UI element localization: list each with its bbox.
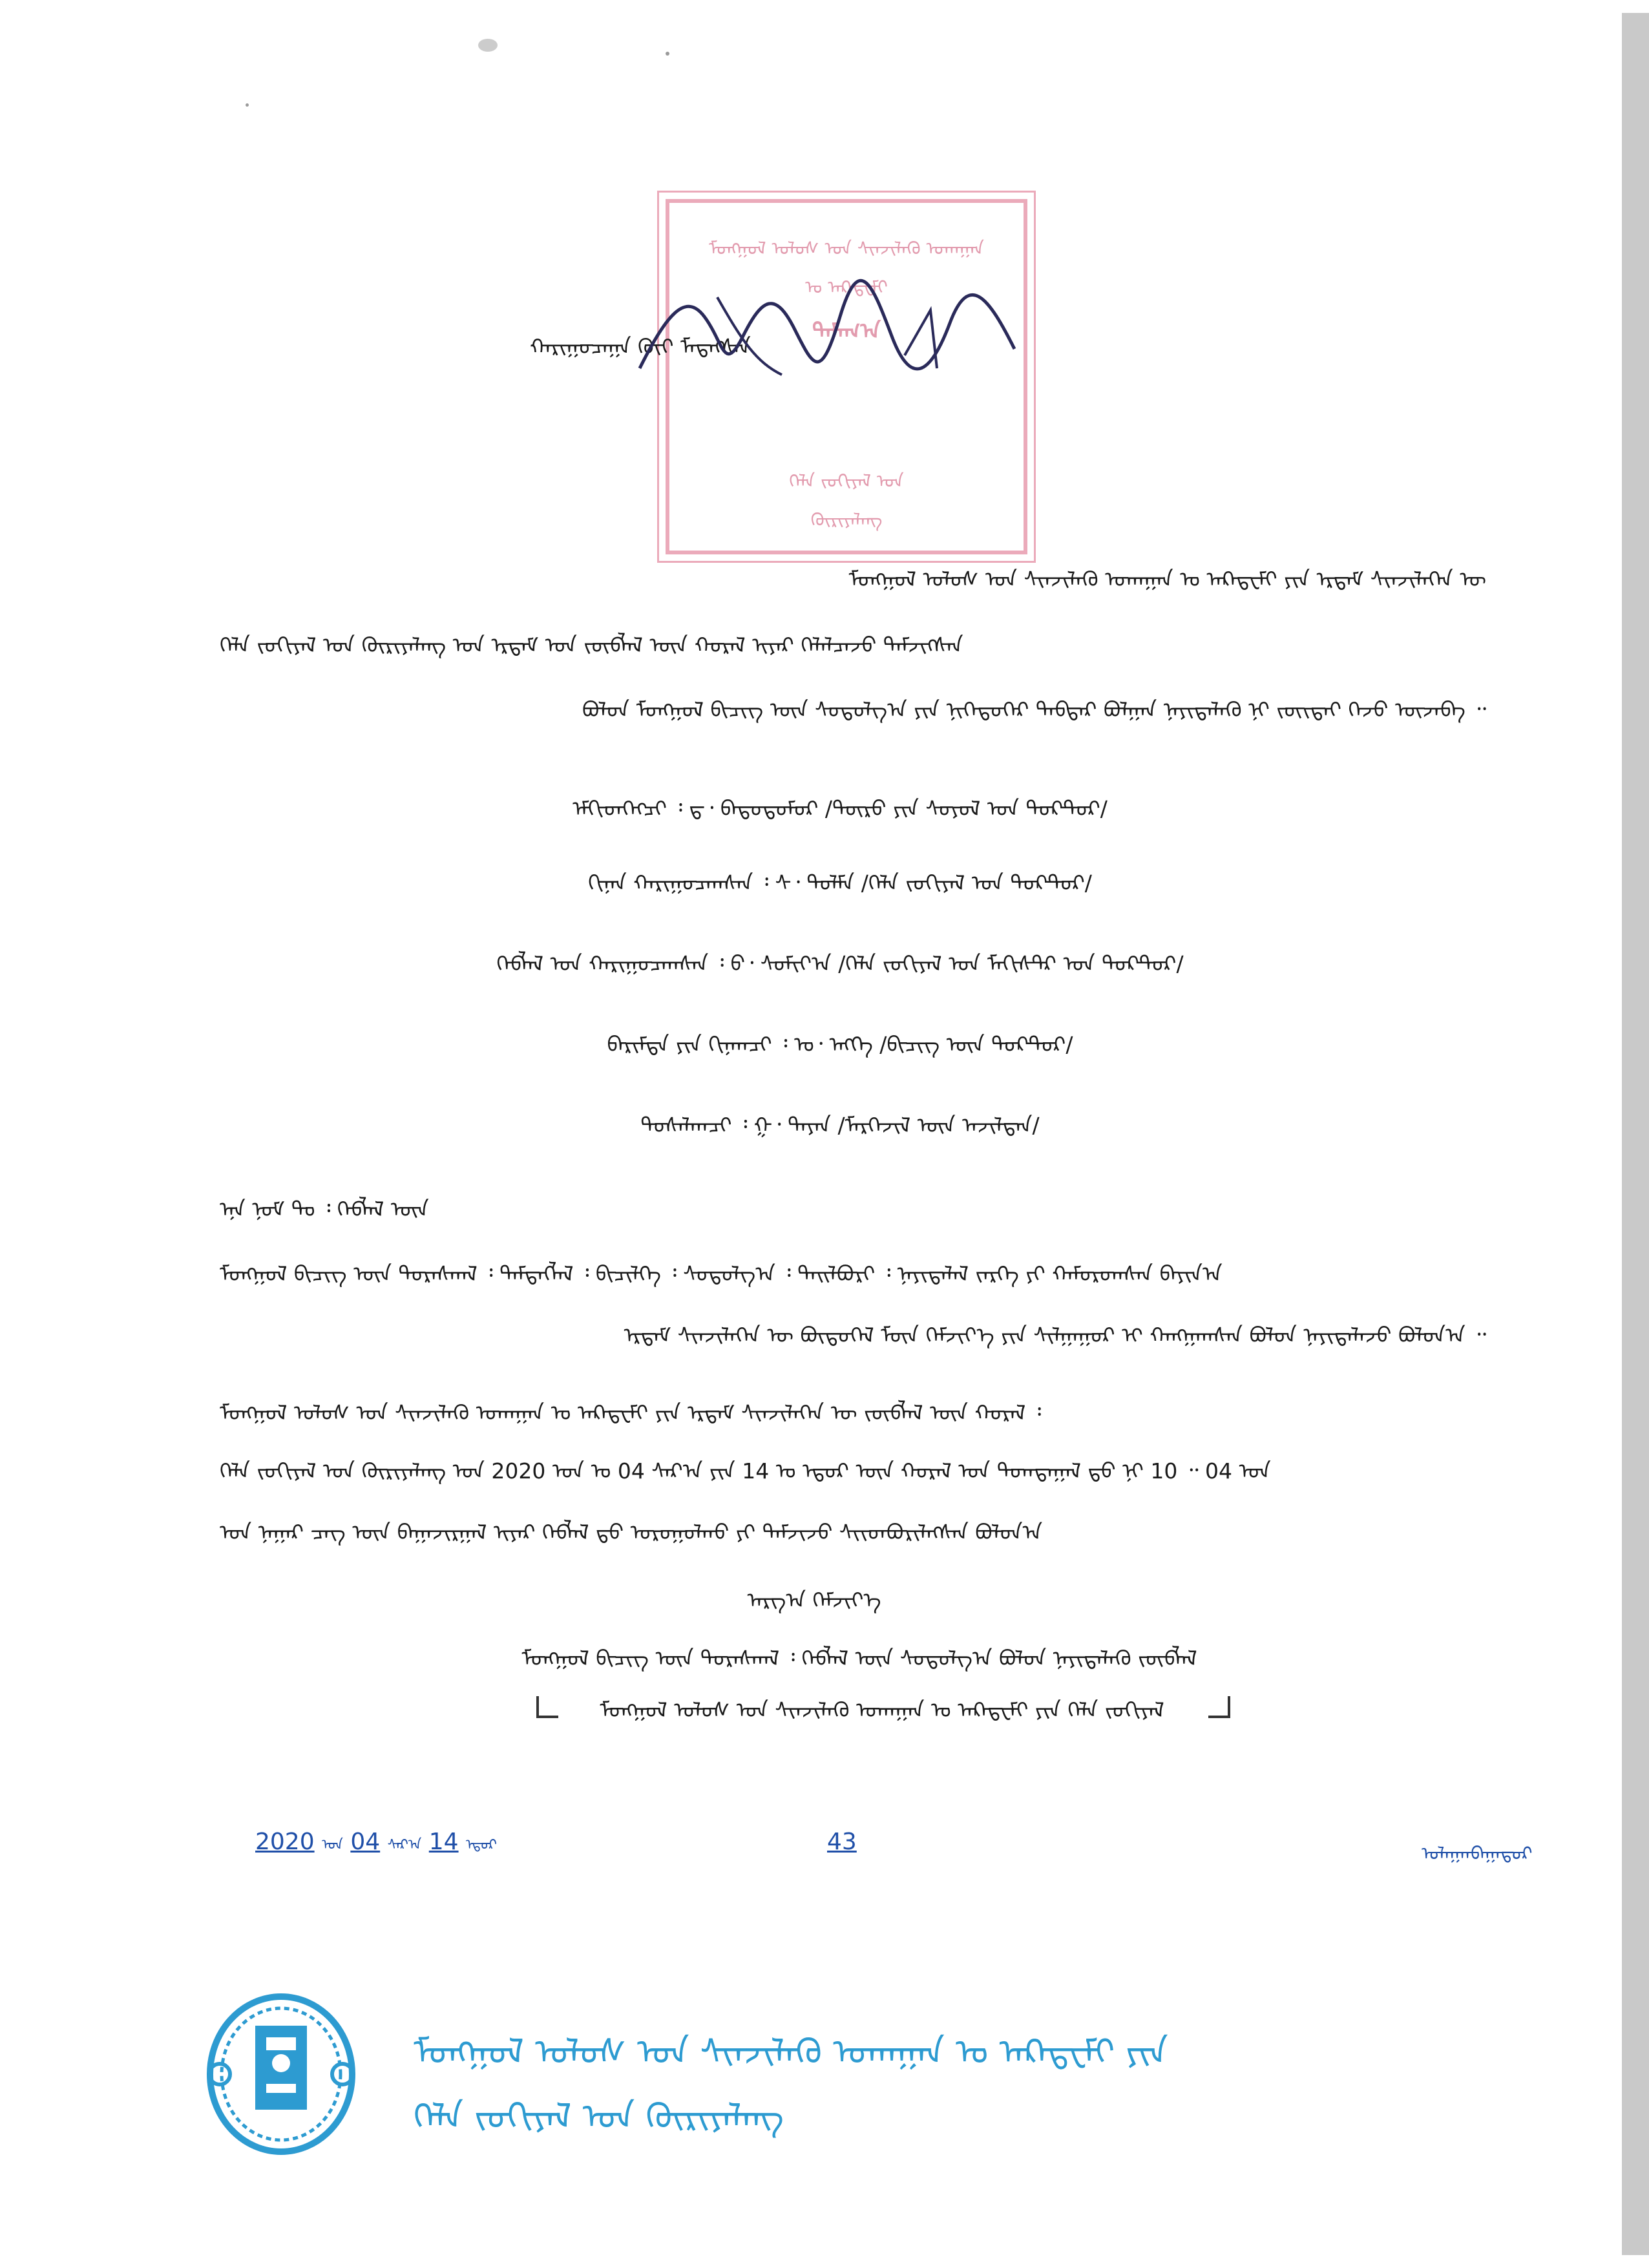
scan-speck: [478, 39, 498, 52]
header-line: ᠬᠠᠷᠢᠭᠤᠴᠠᠭᠠ ᠬᠦᠢ ᠮᠡᠳᠡᠭᠰᠡᠨ: [530, 334, 751, 359]
scan-edge: [1622, 13, 1649, 2255]
stamp-line: ᠮᠣᠩᠭᠣᠯ ᠤᠯᠤᠰ ᠤᠨ ᠰᠢᠨᠵᠢᠯᠡᠬᠦ ᠤᠬᠠᠭᠠᠨ: [708, 238, 985, 259]
letterhead-line: ᠬᠡᠯᠡ ᠵᠣᠬᠢᠶᠠᠯ ᠤᠨ ᠬᠦᠷᠢᠶᠡᠯᠡᠩ: [414, 2096, 784, 2137]
date-year: 2020: [255, 1829, 315, 1855]
paragraph-line: ᠤᠨ ᠨᠠᠭᠠᠷ ᠴᠡᠭ ᠦᠨ ᠪᠠᠭᠠᠵᠢᠷᠭᠠᠯ ᠢᠶᠠᠷ ᠬᠡᠪᠯᠡᠯ ᠳ᠋ᠦ ᠣᠷᠣᠭᠤᠯᠬᠤ ᠶᠢ ᠳᠡᠮᠵᠢᠵᠦ ᠰᠢᠢᠳᠪᠦᠷᠢᠯᠡᠭᠰᠡᠨ ᠪᠣᠯᠤᠨ᠎ᠠ: [220, 1520, 1043, 1545]
stamp-line: ᠬᠦᠷᠢᠶᠡᠯᠡᠩ: [810, 509, 883, 530]
reference-number: 43: [827, 1829, 857, 1855]
paragraph-line: ᠡᠨᠡ ᠨᠣᠮ ᠲᠤ ᠄ ᠬᠡᠪᠯᠡᠯ ᠦᠨ: [220, 1197, 429, 1222]
paragraph-line: ᠬᠡᠯᠡ ᠵᠣᠬᠢᠶᠠᠯ ᠤᠨ ᠬᠦᠷᠢᠶᠡᠯᠡᠩ ᠤᠨ ᠡᠷᠳᠡᠮ ᠤᠨ ᠵᠥᠪᠯᠡᠯ ᠦᠨ ᠬᠤᠷᠠᠯ ᠢᠶᠠᠷ ᠬᠡᠯᠡᠯᠴᠡᠵᠦ ᠳᠡᠮᠵᠢᠭᠰᠡᠨ: [220, 633, 963, 658]
signature: [627, 278, 1040, 394]
contributor-line: ᠡᠮᠬᠢᠳᠬᠡᠭᠴᠢ ᠄ ᠳ᠂ ᠪᠠᠲᠤᠲᠥᠮᠦᠷ /ᠲᠥᠷᠦ ᠶᠢᠨ ᠰᠣᠶᠣᠯ ᠤᠨ ᠳᠣᠺᠲ᠋ᠣᠷ/: [572, 796, 1108, 821]
scan-speck: [246, 103, 249, 107]
reference-number-field: [827, 1829, 857, 1855]
contributor-line: ᠬᠢᠨᠠᠨ ᠬᠠᠷᠢᠭᠤᠴᠠᠭᠰᠠᠨ ᠄ ᠰ᠂ ᠳᠤᠯᠮᠠ /ᠬᠡᠯᠡ ᠵᠣᠬᠢᠶᠠᠯ ᠤᠨ ᠳᠣᠺᠲ᠋ᠣᠷ/: [588, 870, 1092, 896]
stamp-line: ᠬᠡᠯᠡ ᠵᠣᠬᠢᠶᠠᠯ ᠤᠨ: [789, 470, 904, 492]
date-month: 04: [350, 1829, 381, 1855]
closing-line: ᠮᠣᠩᠭᠣᠯ ᠪᠢᠴᠢᠭ ᠦᠨ ᠳᠤᠷᠠᠰᠬᠠᠯ ᠄ ᠬᠡᠪᠯᠡᠯ ᠦᠨ ᠰᠤᠳᠤᠯᠭ᠎ᠠ ᠪᠣᠯᠤᠨ ᠨᠡᠶᠢᠲᠡᠯᠡᠬᠦ ᠵᠥᠪᠯᠡᠯ: [521, 1646, 1197, 1671]
paragraph-line: ᠪᠣᠯᠤᠨ ᠮᠣᠩᠭᠣᠯ ᠪᠢᠴᠢᠭ ᠦᠨ ᠰᠤᠳᠤᠯᠭ᠎ᠠ ᠶᠢᠨ ᠨᠢᠭᠡᠳᠦᠭᠡᠷ ᠳᠡᠪᠲᠡᠷ ᠪᠣᠯᠭᠠᠨ ᠨᠡᠶᠢᠲᠡᠯᠡᠬᠦ ᠨᠢ ᠵᠦᠢᠲᠡᠢ ᠭᠡᠵᠦ ᠦᠵᠡᠪᠡ ᠃: [582, 697, 1486, 722]
closing-line: ᠮᠣᠩᠭᠣᠯ ᠤᠯᠤᠰ ᠤᠨ ᠰᠢᠨᠵᠢᠯᠡᠬᠦ ᠤᠬᠠᠭᠠᠨ ᠤ ᠠᠺᠠᠳ᠋ᠧᠮᠢ ᠶᠢᠨ ᠬᠡᠯᠡ ᠵᠣᠬᠢᠶᠠᠯ: [600, 1697, 1164, 1723]
date-day: 14: [428, 1829, 459, 1855]
paragraph-line: ᠮᠣᠩᠭᠣᠯ ᠪᠢᠴᠢᠭ ᠦᠨ ᠳᠤᠷᠠᠰᠬᠠᠯ ᠄ ᠲᠡᠮᠳᠡᠭᠯᠡᠯ ᠄ ᠪᠢᠴᠢᠯᠭᠡ ᠄ ᠰᠤᠳᠤᠯᠭ᠎ᠠ ᠄ ᠲᠠᠢᠯᠪᠤᠷᠢ ᠄ ᠨᠡᠶᠢᠲᠡᠯᠡᠯ ᠵᠡᠷᠭᠡ ᠶᠢ ᠬᠠᠮᠤᠷᠤᠭᠰᠠᠨ ᠪᠠᠶᠢᠨ᠎ᠠ: [220, 1261, 1223, 1286]
contributor-line: ᠬᠡᠪᠯᠡᠯ ᠤᠨ ᠬᠠᠷᠢᠭᠤᠴᠠᠭᠰᠠᠨ ᠄ ᠪ᠂ ᠰᠤᠮᠢᠶ᠎ᠠ /ᠬᠡᠯᠡ ᠵᠣᠬᠢᠶᠠᠯ ᠤᠨ ᠮᠠᠭᠢᠰᠲ᠋ᠷ ᠤᠨ ᠳᠣᠺᠲ᠋ᠣᠷ/: [496, 951, 1184, 976]
paragraph-line: ᠮᠣᠩᠭᠣᠯ ᠤᠯᠤᠰ ᠤᠨ ᠰᠢᠨᠵᠢᠯᠡᠬᠦ ᠤᠬᠠᠭᠠᠨ ᠤ ᠠᠺᠠᠳ᠋ᠧᠮᠢ ᠶᠢᠨ ᠡᠷᠳᠡᠮ ᠰᠢᠨᠵᠢᠯᠡᠭᠡᠨ ᠦ ᠵᠥᠪᠯᠡᠯ ᠦᠨ ᠬᠤᠷᠠᠯ ᠄: [220, 1400, 1042, 1425]
date-prefix: ᠣᠨ: [322, 1837, 343, 1853]
letterhead-line: ᠮᠣᠩᠭᠣᠯ ᠤᠯᠤᠰ ᠤᠨ ᠰᠢᠨᠵᠢᠯᠡᠬᠦ ᠤᠬᠠᠭᠠᠨ ᠤ ᠠᠺᠠᠳ᠋ᠧᠮᠢ ᠶᠢᠨ: [414, 2032, 1168, 2072]
paragraph-line: ᠬᠡᠯᠡ ᠵᠣᠬᠢᠶᠠᠯ ᠤᠨ ᠬᠦᠷᠢᠶᠡᠯᠡᠩ ᠤᠨ 2020 ᠣᠨ ᠤ 04 ᠰᠠᠷ᠎ᠠ ᠶᠢᠨ 14 ᠤ ᠡᠳᠦᠷ ᠦᠨ ᠬᠤᠷᠠᠯ ᠤᠨ ᠲᠣᠭᠲᠠᠭᠠᠯ ᠳ᠋ᠤ ᠨᠢ 10 ᠃ 04 ᠣᠨ: [220, 1458, 1271, 1484]
contributor-line: ᠲᠤᠰᠠᠯᠠᠭᠴᠢ ᠄ ᠭ᠂ ᠲᠠᠶᠠᠨ /ᠮᠡᠷᠭᠡᠵᠢᠯ ᠦᠨ ᠠᠵᠢᠯᠲᠠᠨ/: [640, 1113, 1040, 1138]
academy-emblem-icon: [194, 1987, 368, 2161]
date-mid-label: ᠰᠠᠷ᠎ᠠ: [387, 1837, 422, 1853]
date-field: [255, 1829, 497, 1855]
scan-speck: [666, 52, 669, 56]
bracket-left: [536, 1696, 558, 1718]
stamp-line: ᠲᠠᠮᠠᠭ᠎ᠠ: [812, 319, 881, 344]
bracket-right: [1208, 1696, 1230, 1718]
date-suffix: ᠡᠳᠦᠷ: [466, 1837, 497, 1853]
place-name: ᠤᠯᠠᠭᠠᠨᠪᠠᠭᠠᠲᠤᠷ: [1422, 1843, 1533, 1864]
paragraph-line: ᠮᠣᠩᠭᠣᠯ ᠤᠯᠤᠰ ᠤᠨ ᠰᠢᠨᠵᠢᠯᠡᠬᠦ ᠤᠬᠠᠭᠠᠨ ᠤ ᠠᠺᠠᠳ᠋ᠧᠮᠢ ᠶᠢᠨ ᠡᠷᠳᠡᠮ ᠰᠢᠨᠵᠢᠯᠡᠭᠡᠨ ᠦ: [848, 567, 1486, 592]
contributor-line: ᠪᠠᠷᠢᠮᠲᠠ ᠶᠢᠨ ᠬᠢᠨᠠᠭᠴᠢ ᠄ ᠣ᠂ ᠡᠩᠬᠡ /ᠪᠢᠴᠢᠭ ᠦᠨ ᠳᠣᠺᠲ᠋ᠣᠷ/: [607, 1032, 1073, 1057]
closing-heading: ᠠᠷᠭ᠎ᠠ ᠬᠡᠮᠵᠢᠶ᠎ᠡ: [747, 1588, 881, 1613]
stamp-line: ᠤ ᠠᠺᠠᠳ᠋ᠧᠮᠢ: [805, 277, 888, 298]
paragraph-line: ᠡᠷᠳᠡᠮ ᠰᠢᠨᠵᠢᠯᠡᠭᠡᠨ ᠦ ᠪᠦᠲᠦᠭᠡᠯ ᠮᠥᠨ ᠬᠡᠮᠵᠢᠶ᠎ᠡ ᠶᠢᠨ ᠰᠢᠯᠭᠠᠭᠤᠷ ᠢ ᠬᠠᠩᠭᠠᠭᠰᠠᠨ ᠪᠣᠯᠤᠨ ᠨᠡᠶᠢᠲᠡᠯᠡᠵᠦ ᠪᠣᠯᠤᠨ᠎ᠠ ᠃: [624, 1323, 1486, 1348]
